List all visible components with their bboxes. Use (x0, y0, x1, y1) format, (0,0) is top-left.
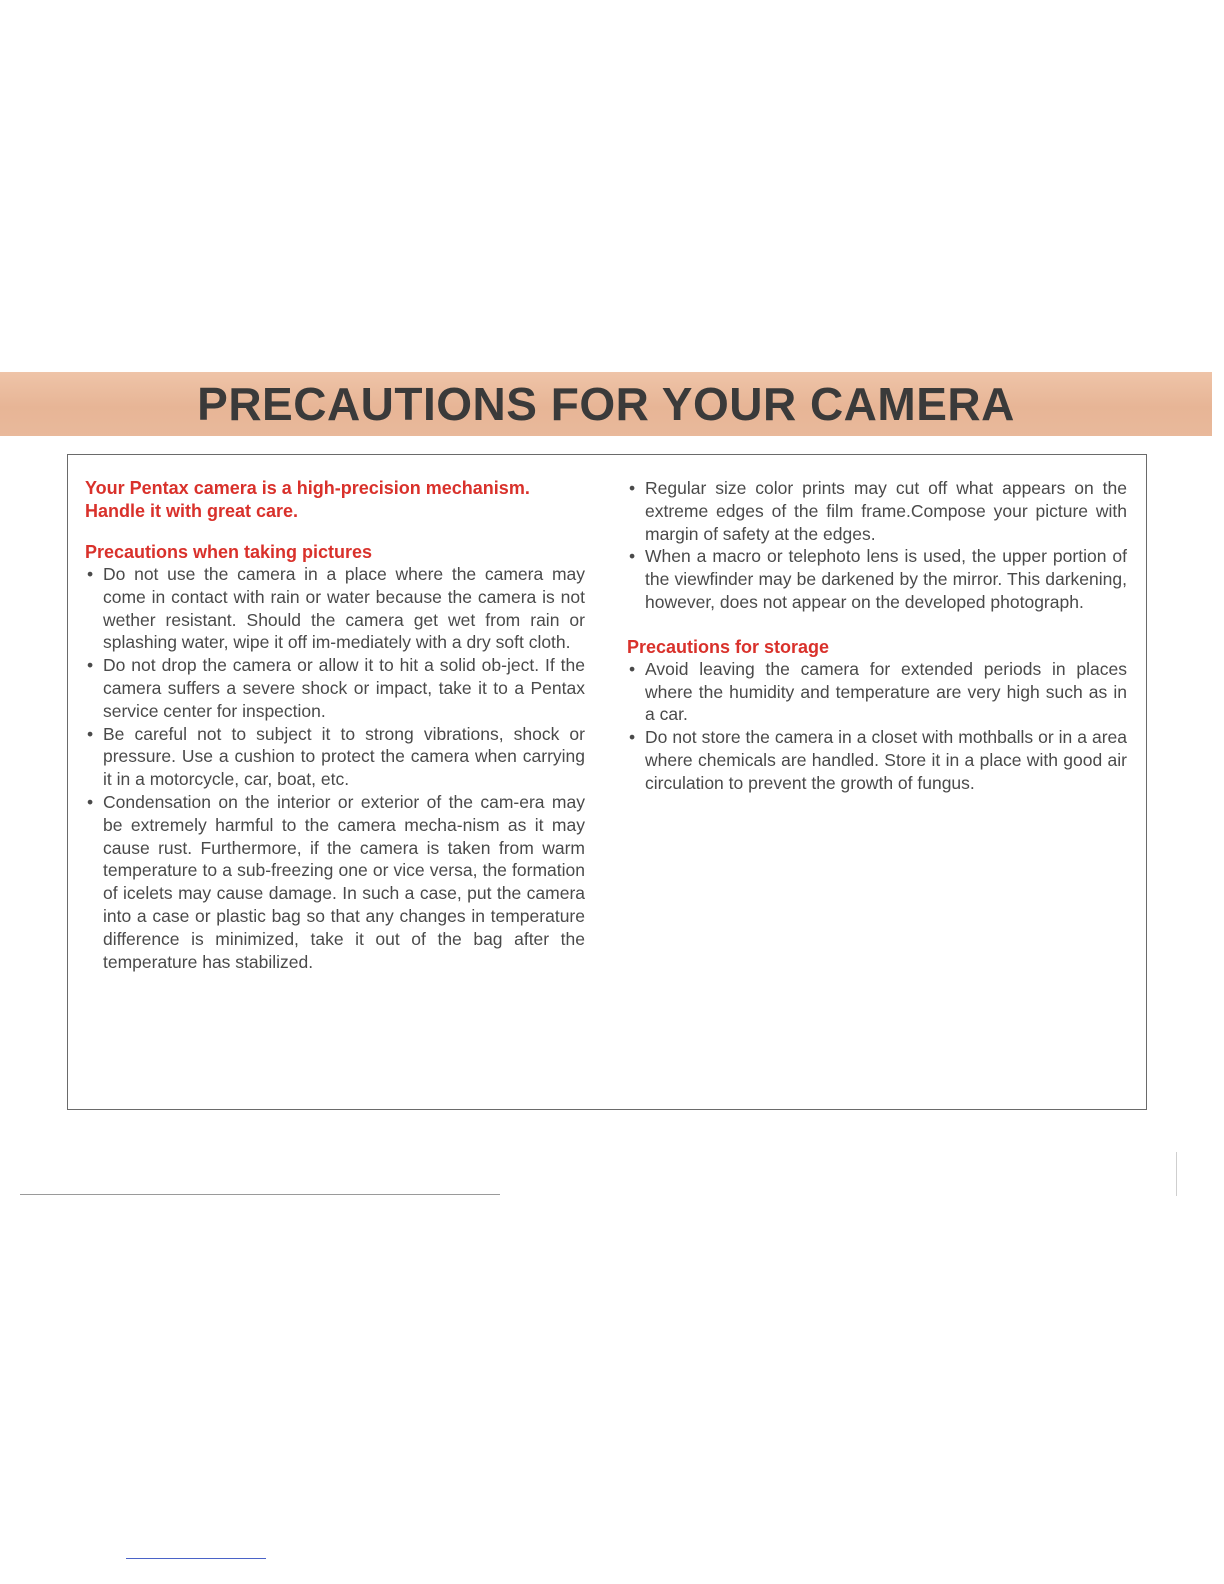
section-heading-taking-pictures: Precautions when taking pictures (85, 542, 373, 562)
bottom-divider (20, 1194, 500, 1195)
intro-line-1: Your Pentax camera is a high-precision mechanism. (85, 478, 530, 498)
intro-line-2: Handle it with great care. (85, 501, 299, 521)
taking-pictures-list-continued (627, 477, 1127, 614)
list-item: • Be careful not to subject it to strong vibrations, shock or pressure. Use a cushion to protect the camera when carrying it in a motorcycle, car, boat, etc. (85, 723, 585, 791)
left-column (85, 477, 585, 973)
section-heading-storage: Precautions for storage (627, 636, 830, 657)
intro-statement (85, 477, 585, 523)
section-spacer (627, 614, 1127, 636)
list-item: • Condensation on the interior or exterior of the cam-era may be extremely harmful to the camera mecha-nism as it may cause rust. Furthermore, if the camera is taken from warm temperature to a sub-freezing one or vice versa, the formation of icelets may cause damage. In such a case, put the camera into a case or plastic bag so that any changes in temperature difference is minimized, take it out of the bag after the temperature has stabilized. (85, 791, 585, 973)
list-item: • Do not use the camera in a place where the camera may come in contact with rain or water because the camera is not wether resistant. Should the camera get wet from rain or splashing water, wipe it off im-mediately with a dry soft cloth. (85, 563, 585, 654)
footer-underline (126, 1558, 266, 1559)
right-column (627, 477, 1127, 795)
page-title: PRECAUTIONS FOR YOUR CAMERA (197, 378, 1015, 430)
list-item: • Do not drop the camera or allow it to hit a solid ob-ject. If the camera suffers a severe shock or impact, take it to a Pentax service center for inspection. (85, 654, 585, 722)
list-item: • When a macro or telephoto lens is used, the upper portion of the viewfinder may be darkened by the mirror. This darkening, however, does not appear on the developed photograph. (627, 545, 1127, 613)
list-item: • Regular size color prints may cut off what appears on the extreme edges of the film frame.Compose your picture with margin of safety at the edges. (627, 477, 1127, 545)
list-item: • Do not store the camera in a closet with mothballs or in a area where chemicals are handled. Store it in a place with good air circulation to prevent the growth of fungus. (627, 726, 1127, 794)
storage-list (627, 658, 1127, 795)
title-band (0, 372, 1212, 436)
content-box (67, 454, 1147, 1110)
margin-mark (1176, 1152, 1177, 1196)
taking-pictures-list (85, 563, 585, 973)
list-item: • Avoid leaving the camera for extended periods in places where the humidity and temperature are very high such as in a car. (627, 658, 1127, 726)
